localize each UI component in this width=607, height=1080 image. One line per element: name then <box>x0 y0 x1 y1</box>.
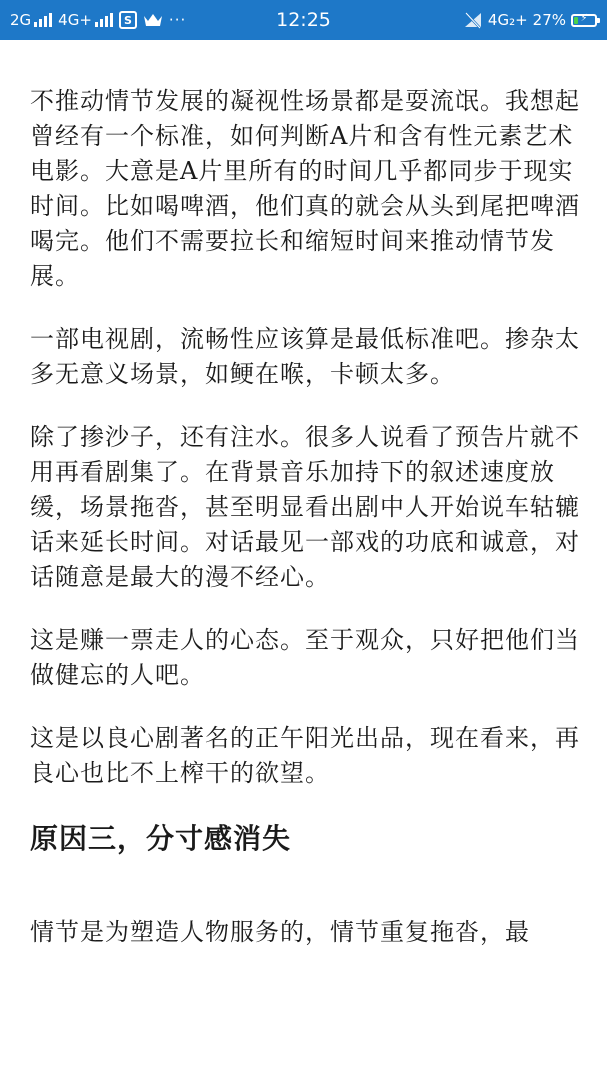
status-left-group <box>10 0 186 40</box>
sim1-network <box>10 11 52 29</box>
more-notifications-indicator: ··· <box>168 11 187 29</box>
mobile-data-label: 4G₂+ <box>487 11 528 29</box>
crown-icon <box>143 13 163 27</box>
article-paragraph: 一部电视剧，流畅性应该算是最低标准吧。掺杂太多无意义场景，如鲠在喉，卡顿太多。 <box>30 325 580 388</box>
section-heading: 原因三，分寸感消失 <box>30 822 292 855</box>
article-body <box>30 84 580 978</box>
status-bar <box>0 0 607 40</box>
status-right-group <box>463 0 597 40</box>
signal-bars-icon <box>34 13 52 27</box>
signal-off-icon <box>463 11 483 29</box>
article-paragraph: 除了掺沙子，还有注水。很多人说看了预告片就不用再看剧集了。在背景音乐加持下的叙述速度放缓，场景拖沓，甚至明显看出剧中人开始说车轱辘话来延长时间。对话最见一部戏的功底和诚意，对话随意是最大的漫不经心。 <box>30 423 580 591</box>
article-paragraph-partial: 情节是为塑造人物服务的，情节重复拖沓，最 <box>30 918 530 946</box>
sim2-network-label: 4G+ <box>58 11 92 29</box>
article-paragraph: 这是以良心剧著名的正午阳光出品，现在看来，再良心也比不上榨干的欲望。 <box>30 724 580 787</box>
battery-icon <box>571 14 597 27</box>
signal-bars-icon <box>95 13 113 27</box>
battery-percent: 27% <box>532 11 566 29</box>
app-notification-icon: S <box>119 11 137 29</box>
sim1-network-label: 2G <box>10 11 32 29</box>
charging-bolt-icon: ⚡ <box>580 12 588 24</box>
sim2-network <box>58 11 113 29</box>
article-paragraph: 不推动情节发展的凝视性场景都是耍流氓。我想起曾经有一个标准，如何判断A片和含有性元素艺术电影。大意是A片里所有的时间几乎都同步于现实时间。比如喝啤酒，他们真的就会从头到尾把啤酒喝完。他们不需要拉长和缩短时间来推动情节发展。 <box>30 87 580 290</box>
status-time: 12:25 <box>276 9 331 31</box>
article-paragraph: 这是赚一票走人的心态。至于观众，只好把他们当做健忘的人吧。 <box>30 626 580 689</box>
